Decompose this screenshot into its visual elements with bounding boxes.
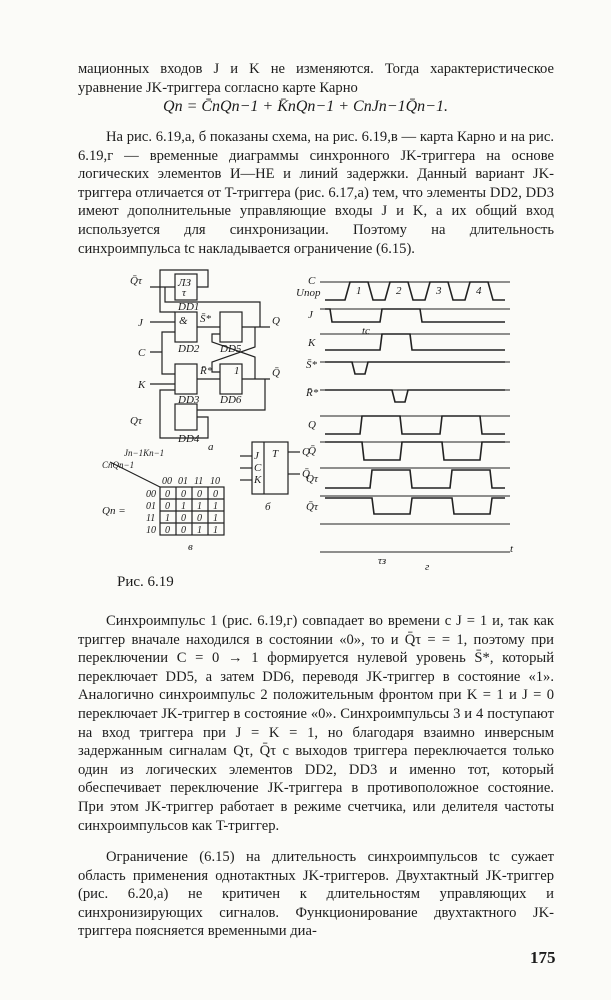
in-k: K (138, 379, 146, 391)
kmap-row-header: 10 (146, 525, 156, 536)
symbol-type: T (272, 448, 279, 460)
sig-qbartau: Q̄τ (306, 501, 318, 513)
kmap-cell: 1 (213, 513, 218, 524)
in-c: C (138, 347, 146, 359)
sig-r: R̄* (306, 387, 319, 399)
wave-qbartau (325, 498, 505, 514)
kmap-cell: 1 (213, 525, 218, 536)
s-star-label: S̄* (200, 313, 211, 325)
dd4-label: DD4 (178, 433, 200, 445)
one-symbol: 1 (234, 365, 240, 377)
figure-6-19 (100, 262, 520, 572)
kmap-row-header: 00 (146, 489, 156, 500)
kmap-row-header: 01 (146, 501, 156, 512)
kmap-cell: 0 (197, 513, 202, 524)
sig-s: S̄* (306, 359, 317, 371)
sig-q: Q (308, 419, 316, 431)
kmap-row-label: Qn = (102, 505, 126, 517)
dd2-label: DD2 (178, 343, 200, 355)
wave-s (325, 362, 505, 374)
paragraph-1: На рис. 6.19,а, б показаны схема, на рис. 6.19,в — карта Карно и на рис. 6.19,г — временные диаграммы синхронного JK-триггера на основе логических элементов И—НЕ и линий задержки. Данный вариант JK-триггера отличается от T-триггера (рис. 6.17,а) тем, что элементы DD2, DD3 имеют дополнительные управляющие входы J и K, а их общий вход используется для синхронизации. Поэтому на длительность синхроимпульса tс накладывается ограничение (6.15). (78, 129, 554, 257)
in-qtaubar: Q̄τ (130, 275, 142, 287)
in-j: J (138, 317, 143, 329)
wave-j (325, 309, 505, 322)
pin-j: J (254, 450, 259, 462)
pulse-2: 2 (396, 285, 402, 297)
pin-c: C (254, 462, 262, 474)
fig-c-label: в (188, 541, 193, 553)
kmap-cell: 0 (165, 489, 170, 500)
intro-text: мационных входов J и K не изменяются. Тогда характеристическое уравнение JK-триггера согласно карте Карно (78, 61, 554, 96)
kmap-corner-row: CnQn−1 (102, 460, 135, 470)
tz-label: τз (378, 555, 387, 567)
kmap-cell: 1 (165, 513, 170, 524)
paragraph-2: Синхроимпульс 1 (рис. 6.19,г) совпадает во времени с J = 1 и, так как триггер вначале находился в состоянии «0», то и Q̄τ = = 1, поэтому при переключении C = 0 → 1 формируется нулевой уровень S̄*, который переключает DD5, а затем DD6, переводя JK-триггер в состояние «1». Аналогично синхроимпульс 2 положительным фронтом при K = 1 и J = 0 переключает JK-триггер в состояние «0». Синхроимпульсы 3 и 4 поступают на вход триггера при J = K = 1, но благодаря взаимно инверсным задержанным сигналам Qτ, Q̄τ с выходов триггера переключается только один из логических элементов DD2, DD3 и именно тот, который обеспечивает переключение JK-триггера в противоположное состояние. При этом JK-триггер работает в режиме счетчика, или делителя частоты синхроимпульсов как T-триггер. (78, 613, 554, 834)
kmap-corner-col: Jn−1Kn−1 (124, 448, 165, 458)
kmap-col-header: 11 (194, 476, 204, 487)
sig-qbar: Q̄ (308, 445, 316, 457)
symbol-out-qbar: Q̄ (302, 468, 310, 480)
tau-symbol: τ (182, 287, 186, 299)
time-axis-label: t (510, 543, 514, 555)
kmap-cell: 0 (165, 525, 170, 536)
wire (150, 332, 175, 374)
schematic-a (150, 270, 270, 438)
pulse-3: 3 (436, 285, 442, 297)
kmap-cell: 1 (181, 501, 186, 512)
tc-label: tс (362, 325, 370, 337)
pulse-1: 1 (356, 285, 362, 297)
timing-waves (325, 282, 505, 514)
figure-caption: Рис. 6.19 (117, 574, 174, 590)
out-qbar: Q̄ (272, 367, 280, 379)
kmap-cell: 0 (165, 501, 170, 512)
out-q: Q (272, 315, 280, 327)
sig-upor: Uпор (296, 287, 321, 299)
fig-b-label: б (265, 501, 271, 513)
kmap-cell: 0 (181, 489, 186, 500)
gate-dd4 (175, 404, 197, 430)
kmap-col-header: 10 (210, 476, 220, 487)
characteristic-equation: Qn = C̄nQn−1 + K̄nQn−1 + CnJn−1Q̄n−1. (163, 98, 448, 115)
kmap-cell: 0 (181, 513, 186, 524)
sig-j: J (308, 309, 313, 321)
paragraph-3: Ограничение (6.15) на длительность синхроимпульсов tс сужает область применения однотактных JK-триггеров. Двухтактный JK-триггер (рис. 6.20,а) не критичен к длительностям управляющих и синхронизирующих сигналов. Функционирование двухтактного JK-триггера поясняется временными диа- (78, 849, 554, 940)
dd1-label: DD1 (178, 301, 200, 313)
symbol-out-q: Q (302, 446, 310, 458)
in-qtau: Qτ (130, 415, 142, 427)
dd5-label: DD5 (220, 343, 242, 355)
fig-a-label: а (208, 441, 214, 453)
kmap-cell: 0 (181, 525, 186, 536)
kmap-row-header: 11 (146, 513, 156, 524)
dd3-label: DD3 (178, 394, 200, 406)
pulse-4: 4 (476, 285, 482, 297)
kmap-cell: 1 (197, 501, 202, 512)
sig-qtau: Qτ (306, 473, 318, 485)
kmap-cell: 1 (197, 525, 202, 536)
pin-k: K (254, 474, 262, 486)
kmap-cell: 0 (213, 489, 218, 500)
kmap-cell: 0 (197, 489, 202, 500)
fig-d-label: г (425, 561, 430, 572)
sig-c: C (308, 275, 316, 287)
wave-r (325, 390, 505, 402)
kmap-col-header: 01 (178, 476, 188, 487)
wave-qbar (325, 442, 505, 460)
wave-k (325, 334, 505, 350)
kmap-col-header: 00 (162, 476, 172, 487)
page-number: 175 (530, 948, 556, 967)
gate-dd3 (175, 364, 197, 394)
and-symbol: & (179, 315, 188, 327)
r-star-label: R̄* (200, 365, 213, 377)
gate-dd5 (220, 312, 242, 342)
dd6-label: DD6 (220, 394, 242, 406)
wave-q (325, 416, 505, 434)
kmap-cell: 1 (213, 501, 218, 512)
delay-symbol: ЛЗ (178, 277, 191, 289)
sig-k: K (308, 337, 316, 349)
wave-qtau (325, 470, 505, 488)
